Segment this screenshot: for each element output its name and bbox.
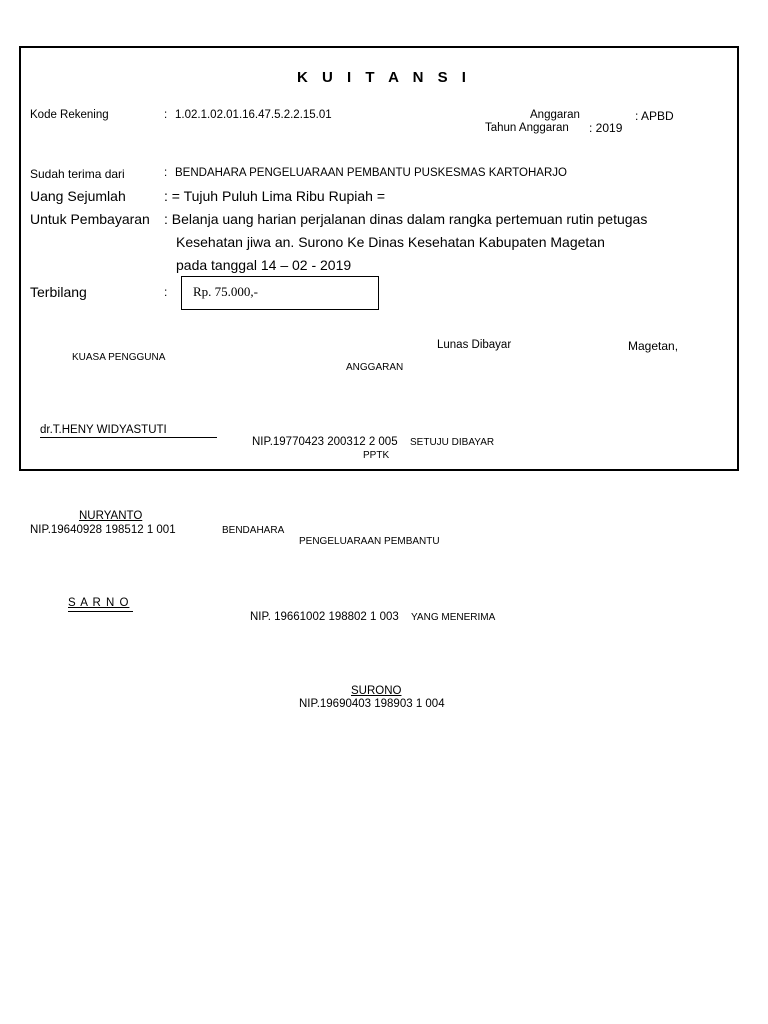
untuk-pembayaran-label: Untuk Pembayaran [30,211,150,227]
tahun-anggaran-value: : 2019 [589,121,623,135]
bendahara-name: S A R N O [68,597,130,609]
pptk-nip: NIP.19640928 198512 1 001 [30,524,176,536]
anggaran-sig-label: ANGGARAN [346,362,404,373]
terbilang-sep: : [164,285,168,299]
amount-box [181,276,379,310]
kode-rekening-label: Kode Rekening [30,109,109,121]
tahun-anggaran-label: Tahun Anggaran [485,122,569,134]
pengeluaran-pembantu-label: PENGELUARAAN PEMBANTU [299,536,440,547]
pptk-label: PPTK [363,450,390,461]
kode-rekening-sep: : [164,109,168,121]
receipt-title: K U I T A N S I [297,69,471,86]
amount-value: Rp. 75.000,- [193,284,258,299]
untuk-pembayaran-line2: Kesehatan jiwa an. Surono Ke Dinas Kesehatan Kabupaten Magetan [176,234,605,250]
kuasa-pengguna-label: KUASA PENGGUNA [72,352,166,363]
anggaran-value: : APBD [635,109,674,123]
untuk-pembayaran-line3: pada tanggal 14 – 02 - 2019 [176,257,352,273]
sudah-terima-value: BENDAHARA PENGELUARAAN PEMBANTU PUSKESMAS KARTOHARJO [175,167,567,179]
magetan-label: Magetan, [628,339,679,353]
lunas-dibayar-label: Lunas Dibayar [437,339,512,351]
kpa-nip: NIP.19770423 200312 2 005 [252,436,398,448]
kode-rekening-value: 1.02.1.02.01.16.47.5.2.2.15.01 [175,109,332,121]
uang-sejumlah-label: Uang Sejumlah [30,188,126,204]
sudah-terima-sep: : [164,167,168,179]
setuju-dibayar-label: SETUJU DIBAYAR [410,437,495,448]
pptk-name: NURYANTO [79,510,143,522]
penerima-name: SURONO [351,685,402,697]
terbilang-label: Terbilang [30,284,87,300]
sudah-terima-label: Sudah terima dari [30,167,125,181]
kpa-signature-line [40,437,217,438]
penerima-nip: NIP.19690403 198903 1 004 [299,698,445,710]
yang-menerima-label: YANG MENERIMA [411,612,496,623]
bendahara-nip: NIP. 19661002 198802 1 003 [250,611,399,623]
anggaran-label: Anggaran [530,109,580,121]
uang-sejumlah-value: : = Tujuh Puluh Lima Ribu Rupiah = [164,188,386,204]
kpa-name: dr.T.HENY WIDYASTUTI [40,424,167,436]
bendahara-label: BENDAHARA [222,525,285,536]
receipt-frame [19,46,739,471]
bendahara-signature-line [68,611,133,612]
untuk-pembayaran-line1: : Belanja uang harian perjalanan dinas dalam rangka pertemuan rutin petugas [164,211,648,227]
